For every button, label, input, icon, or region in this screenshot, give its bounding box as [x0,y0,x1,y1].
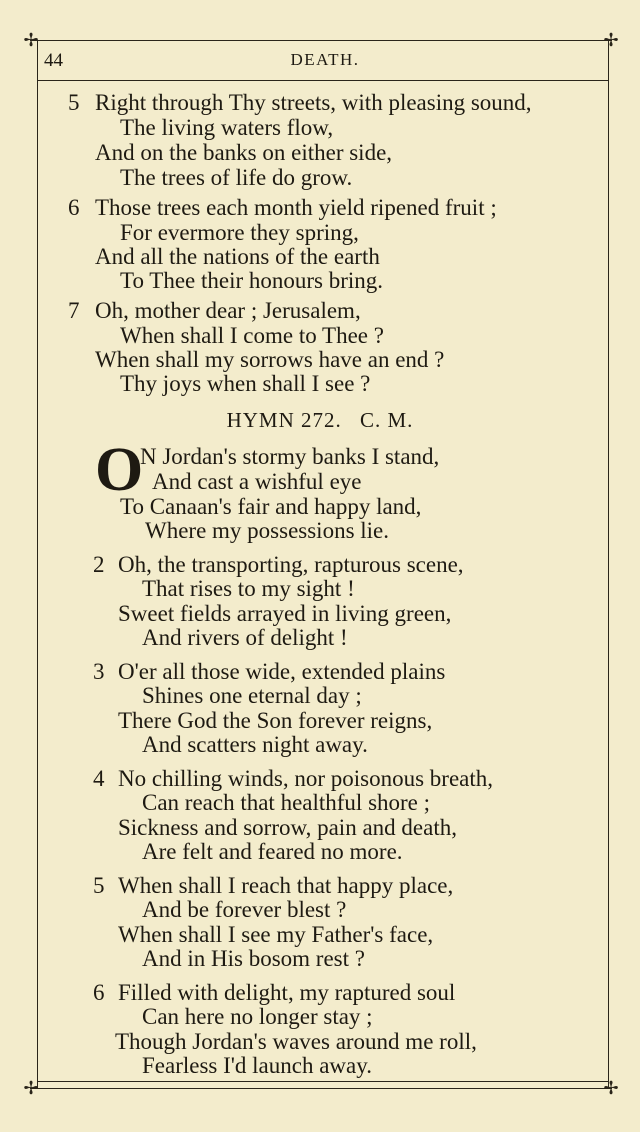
verse-number: 3 [93,659,105,684]
verse-line: Are felt and feared no more. [142,839,403,864]
header-rule [37,80,608,81]
verse-line: When shall I come to Thee ? [120,323,384,348]
verse-line: O'er all those wide, extended plains [118,659,446,684]
verse-line: Though Jordan's waves around me roll, [115,1029,477,1054]
verse-line: And scatters night away. [142,732,368,757]
verse-line: Oh, the transporting, rapturous scene, [118,552,464,577]
verse-line: There God the Son forever reigns, [118,708,433,733]
verse-line: Sweet fields arrayed in living green, [118,601,452,626]
verse-line: That rises to my sight ! [142,576,355,601]
verse-line: When shall my sorrows have an end ? [95,347,445,372]
verse-line: Sickness and sorrow, pain and death, [118,815,457,840]
verse-line: Can reach that healthful shore ; [142,790,431,815]
top-border-rule [30,40,612,41]
verse-line: And cast a wishful eye [152,469,362,494]
left-border-rule [37,40,38,1088]
drop-cap: O [95,436,144,504]
corner-ornament-icon: ✢ [603,1078,619,1098]
corner-ornament-icon: ✢ [23,1078,39,1098]
verse-line: The trees of life do grow. [120,165,353,190]
verse-number: 6 [68,195,80,220]
verse-line: N Jordan's stormy banks I stand, [140,444,440,469]
verse-number: 5 [93,873,105,898]
verse-line: The living waters flow, [120,115,334,140]
bottom-inner-rule [37,1081,608,1082]
right-border-rule [608,40,609,1088]
verse-line: No chilling winds, nor poisonous breath, [118,766,493,791]
verse-line: And be forever blest ? [142,897,347,922]
verse-number: 7 [68,298,80,323]
hymn-number: HYMN 272. [226,408,342,432]
verse-line: Fearless I'd launch away. [142,1053,373,1078]
verse-line: Those trees each month yield ripened fruit ; [95,195,497,220]
verse-line: And all the nations of the earth [95,244,380,269]
verse-line: Filled with delight, my raptured soul [118,980,456,1005]
page-header [42,50,608,74]
verse-line: Right through Thy streets, with pleasing sound, [95,90,532,115]
verse-number: 4 [93,766,105,791]
verse-line: When shall I see my Father's face, [118,922,434,947]
verse-line: And rivers of delight ! [142,625,348,650]
verse-number: 2 [93,552,105,577]
page-number: 44 [44,50,63,71]
verse-line: Can here no longer stay ; [142,1004,373,1029]
corner-ornament-icon: ✢ [603,30,619,50]
verse-line: To Thee their honours bring. [120,268,384,293]
bottom-border-rule [30,1088,612,1089]
verse-line: Thy joys when shall I see ? [120,371,371,396]
verse-line: Where my possessions lie. [145,518,390,543]
verse-number: 6 [93,980,105,1005]
verse-number: 5 [68,90,80,115]
verse-line: Oh, mother dear ; Jerusalem, [95,298,361,323]
verse-line: To Canaan's fair and happy land, [120,494,422,519]
verse-line: Shines one eternal day ; [142,683,362,708]
verse-line: And on the banks on either side, [95,140,393,165]
hymn-title [0,408,640,433]
running-head: DEATH. [290,50,360,69]
verse-line: For evermore they spring, [120,220,359,245]
verse-line: And in His bosom rest ? [142,946,365,971]
hymn-meter: C. M. [359,408,414,432]
verse-line: When shall I reach that happy place, [118,873,454,898]
corner-ornament-icon: ✢ [23,30,39,50]
